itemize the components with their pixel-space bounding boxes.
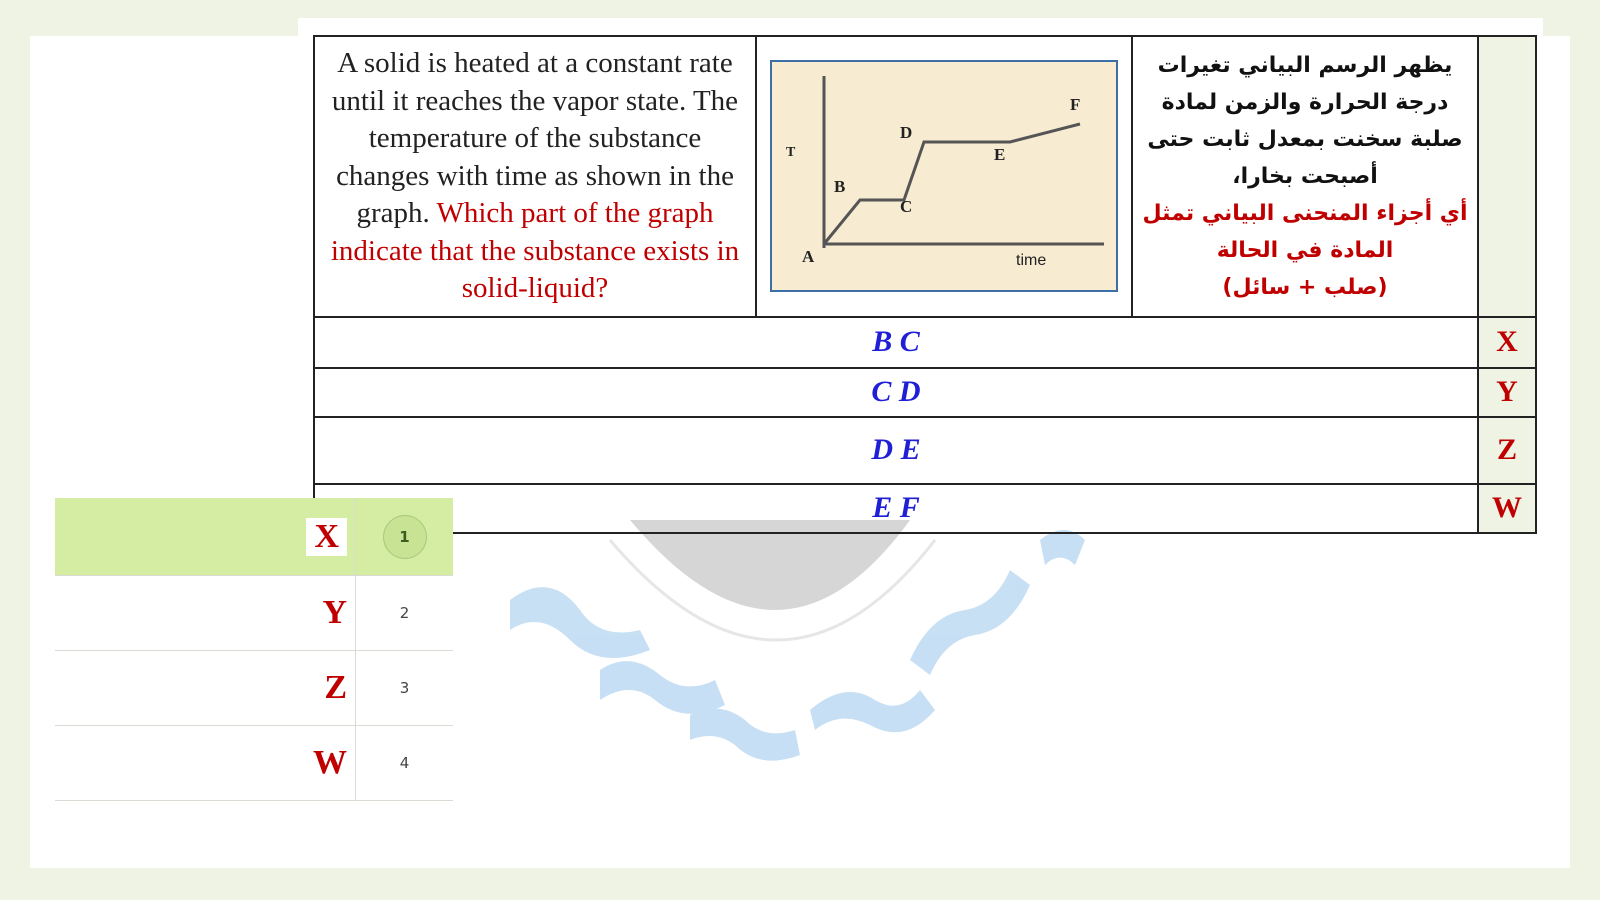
point-label-c: C — [900, 197, 913, 217]
graph-cell — [756, 36, 1132, 317]
answer-choice-y[interactable] — [55, 576, 453, 651]
answer-choices-list — [55, 498, 453, 801]
answer-number-cell — [356, 498, 453, 575]
answer-choice-w[interactable] — [55, 726, 453, 801]
answer-label-cell — [55, 651, 356, 725]
point-label-a: A — [802, 247, 815, 267]
option-text: B C — [314, 317, 1478, 368]
answer-letter: W — [313, 744, 347, 781]
answer-label-cell — [55, 576, 356, 650]
arabic-question-text — [1133, 41, 1477, 312]
arabic-question-cell — [1132, 36, 1478, 317]
option-text: D E — [314, 417, 1478, 484]
arabic-question-statement: يظهر الرسم البياني تغيرات درجة الحرارة والزمن لمادة صلبة سخنت بمعدل ثابت حتى أصبحت بخارا، — [1147, 52, 1463, 189]
english-question-cell — [314, 36, 756, 317]
point-label-e: E — [994, 145, 1006, 165]
english-question-text — [315, 37, 755, 316]
option-key: X — [1478, 317, 1536, 368]
x-axis-label: time — [1016, 252, 1047, 270]
point-label-f: F — [1070, 95, 1081, 115]
key-header-cell — [1478, 36, 1536, 317]
answer-number: 4 — [399, 754, 410, 772]
arabic-question-prompt: أي أجزاء المنحنى البياني تمثل المادة في الحالة — [1142, 200, 1468, 263]
selected-answer-badge: 1 — [383, 515, 427, 559]
answer-choice-x[interactable] — [55, 498, 453, 576]
answer-letter: Y — [322, 594, 347, 631]
option-row — [314, 417, 1536, 484]
answer-choice-z[interactable] — [55, 651, 453, 726]
option-text: C D — [314, 368, 1478, 417]
option-text: E F — [314, 484, 1478, 533]
option-row — [314, 368, 1536, 417]
point-label-d: D — [900, 123, 913, 143]
heating-curve-svg — [772, 62, 1116, 290]
option-key: Y — [1478, 368, 1536, 417]
answer-label-cell — [55, 498, 356, 575]
arabic-question-state: (صلب + سائل) — [1222, 274, 1388, 300]
answer-number-cell — [356, 726, 453, 800]
option-key: W — [1478, 484, 1536, 533]
answer-letter: Z — [324, 669, 347, 706]
option-key: Z — [1478, 417, 1536, 484]
y-axis-label: T — [786, 145, 796, 161]
english-question-statement: A solid is heated at a constant rate until it reaches the vapor state. The temperature of the substance changes with time as shown in the graph. — [331, 47, 739, 229]
answer-number: 2 — [399, 604, 410, 622]
answer-letter: X — [306, 518, 347, 556]
answer-label-cell — [55, 726, 356, 800]
answer-number-cell — [356, 651, 453, 725]
answer-number: 3 — [399, 679, 410, 697]
option-row — [314, 317, 1536, 368]
question-row — [314, 36, 1536, 317]
english-question-prompt: Which part of the graph indicate that the substance exists in solid-liquid? — [330, 197, 740, 304]
heating-curve-graph — [770, 60, 1118, 292]
option-row — [314, 484, 1536, 533]
answer-number-cell — [356, 576, 453, 650]
point-label-b: B — [834, 177, 846, 197]
heating-curve-line — [824, 124, 1080, 244]
question-table — [313, 35, 1537, 534]
